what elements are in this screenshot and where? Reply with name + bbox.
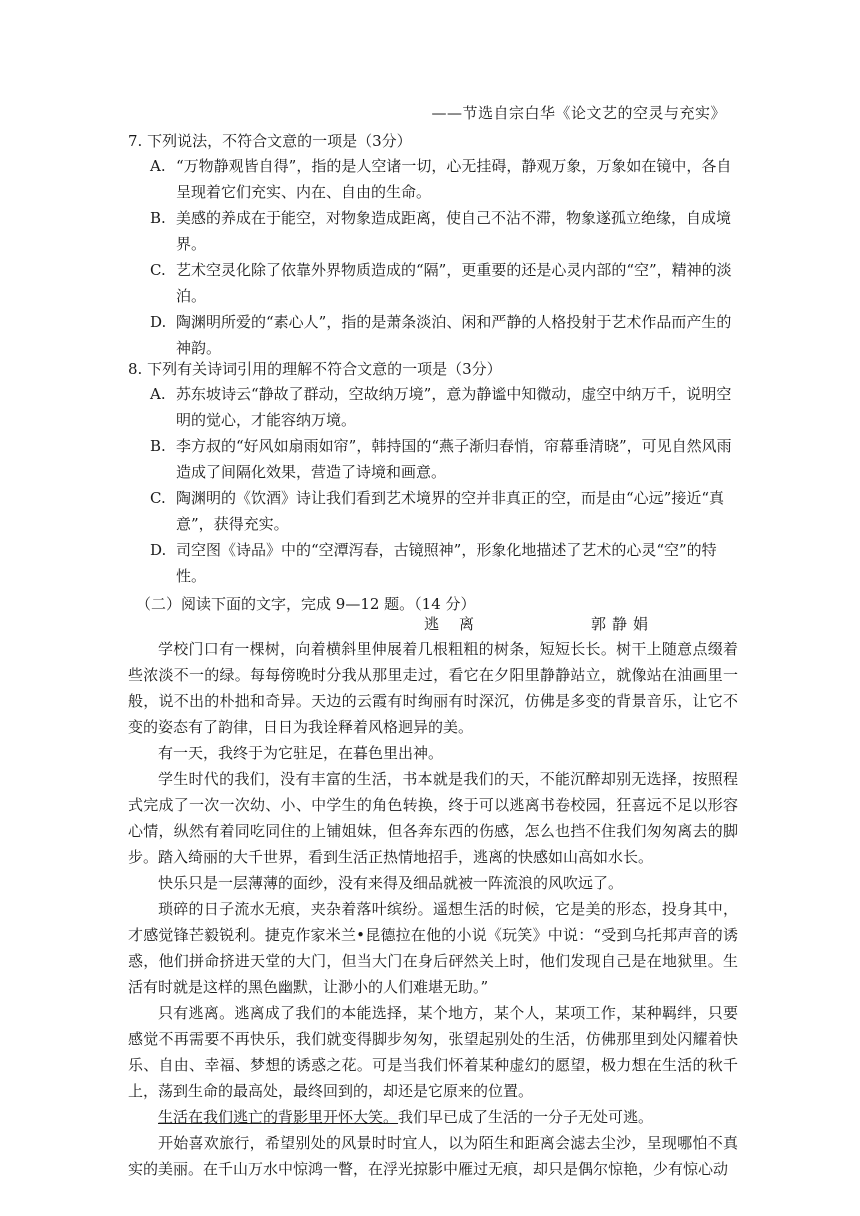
article-paragraph: 开始喜欢旅行，希望别处的风景时时宜人，以为陌生和距离会滤去尘沙，呈现哪怕不真实的美丽。在千山万水中惊鸿一瞥，在浮光掠影中雁过无痕，却只是偶尔惊艳，少有惊心动 [128, 1134, 738, 1178]
question-8-stem: 8. 下列有关诗词引用的理解不符合文意的一项是（3分） [128, 360, 502, 378]
article-title: 逃离 [424, 615, 495, 633]
article-paragraph-underlined [128, 1104, 738, 1130]
article-paragraph: 快乐只是一层薄薄的面纱，没有来得及细品就被一阵流浪的风吹远了。 [158, 874, 624, 892]
q8-option-b: B. 李方叔的“好风如扇雨如帘”，韩持国的“燕子渐归春悄，帘幕垂清晓”，可见自然风雨造成了间隔化效果，营造了诗境和画意。 [150, 437, 732, 481]
article-author: 郭静娟 [591, 615, 655, 633]
article-body [128, 636, 738, 1182]
q8-option-c: C. 陶渊明的《饮酒》诗让我们看到艺术境界的空并非真正的空，而是由“心远”接近“真意”，获得充实。 [150, 489, 725, 533]
sentence: 我们早已成了生活的一分子无处可逃。 [398, 1108, 654, 1126]
article-paragraph: 学生时代的我们，没有丰富的生活，书本就是我们的天，不能沉醉却别无选择，按照程式完成了一次一次幼、小、中学生的角色转换，终于可以逃离书卷校园，狂喜远不足以形容心情，纵然有着同吃同住的上铺姐妹，但各奔东西的伤感，怎么也挡不住我们匆匆离去的脚步。踏入绮丽的大千世界，看到生活正热情地招手，逃离的快感如山高如水长。 [128, 770, 738, 866]
question-8-options [150, 381, 735, 589]
article-title-line [0, 613, 860, 637]
article-paragraph: 有一天，我终于为它驻足，在暮色里出神。 [158, 744, 444, 762]
source-citation: ——节选自宗白华《论文艺的空灵与充实》 [431, 104, 726, 122]
q7-option-a: A. “万物静观皆自得”，指的是人空诸一切，心无挂碍，静观万象，万象如在镜中，各自呈现着它们充实、内在、自由的生命。 [150, 157, 732, 201]
article-paragraph: 学校门口有一棵树，向着横斜里伸展着几根粗粗的树条，短短长长。树干上随意点缀着些浓淡不一的绿。每每傍晚时分我从那里走过，看它在夕阳里静静站立，就像站在油画里一般，说不出的朴拙和奇异。天边的云霞有时绚丽有时深沉，仿佛是多变的背景音乐，让它不变的姿态有了韵律，日日为我诠释着风格迥异的美。 [128, 640, 738, 736]
underlined-sentence: 生活在我们逃亡的背影里开怀大笑。 [158, 1108, 399, 1126]
question-7-options [150, 153, 735, 361]
q7-option-d: D. 陶渊明所爱的“素心人”，指的是萧条淡泊、闲和严静的人格投射于艺术作品而产生的神韵。 [150, 313, 732, 357]
q7-option-b: B. 美感的养成在于能空，对物象造成距离，使自己不沾不滞，物象遂孤立绝缘，自成境界。 [150, 209, 732, 253]
question-7-stem: 7. 下列说法，不符合文意的一项是（3分） [128, 132, 412, 150]
q8-option-d: D. 司空图《诗品》中的“空潭泻春，古镜照神”，形象化地描述了艺术的心灵“空”的特性。 [150, 541, 717, 585]
article-paragraph: 只有逃离。逃离成了我们的本能选择，某个地方，某个人，某项工作，某种羁绊，只要感觉不再需要不再快乐，我们就变得脚步匆匆，张望起别处的生活，仿佛那里到处闪耀着快乐、自由、幸福、梦想的诱惑之花。可是当我们怀着某种虚幻的愿望，极力想在生活的秋千上，荡到生命的最高处，最终回到的，却还是它原来的位置。 [128, 1004, 738, 1100]
section-heading: （二）阅读下面的文字，完成 9—12 题。（14 分） [136, 595, 476, 613]
q7-option-c: C. 艺术空灵化除了依靠外界物质造成的“隔”，更重要的还是心灵内部的“空”，精神的淡泊。 [150, 261, 732, 305]
q8-option-a: A. 苏东坡诗云“静故了群动，空故纳万境”，意为静谧中知微动，虚空中纳万千，说明空明的觉心，才能容纳万境。 [150, 385, 732, 429]
article-paragraph: 琐碎的日子流水无痕，夹杂着落叶缤纷。遥想生活的时候，它是美的形态，投身其中，才感觉锋芒毅锐利。捷克作家米兰•昆德拉在他的小说《玩笑》中说：“受到乌托邦声音的诱惑，他们拼命挤进天堂的大门，但当大门在身后砰然关上时，他们发现自己是在地狱里。生活有时就是这样的黑色幽默，让渺小的人们难堪无助。” [128, 900, 738, 996]
